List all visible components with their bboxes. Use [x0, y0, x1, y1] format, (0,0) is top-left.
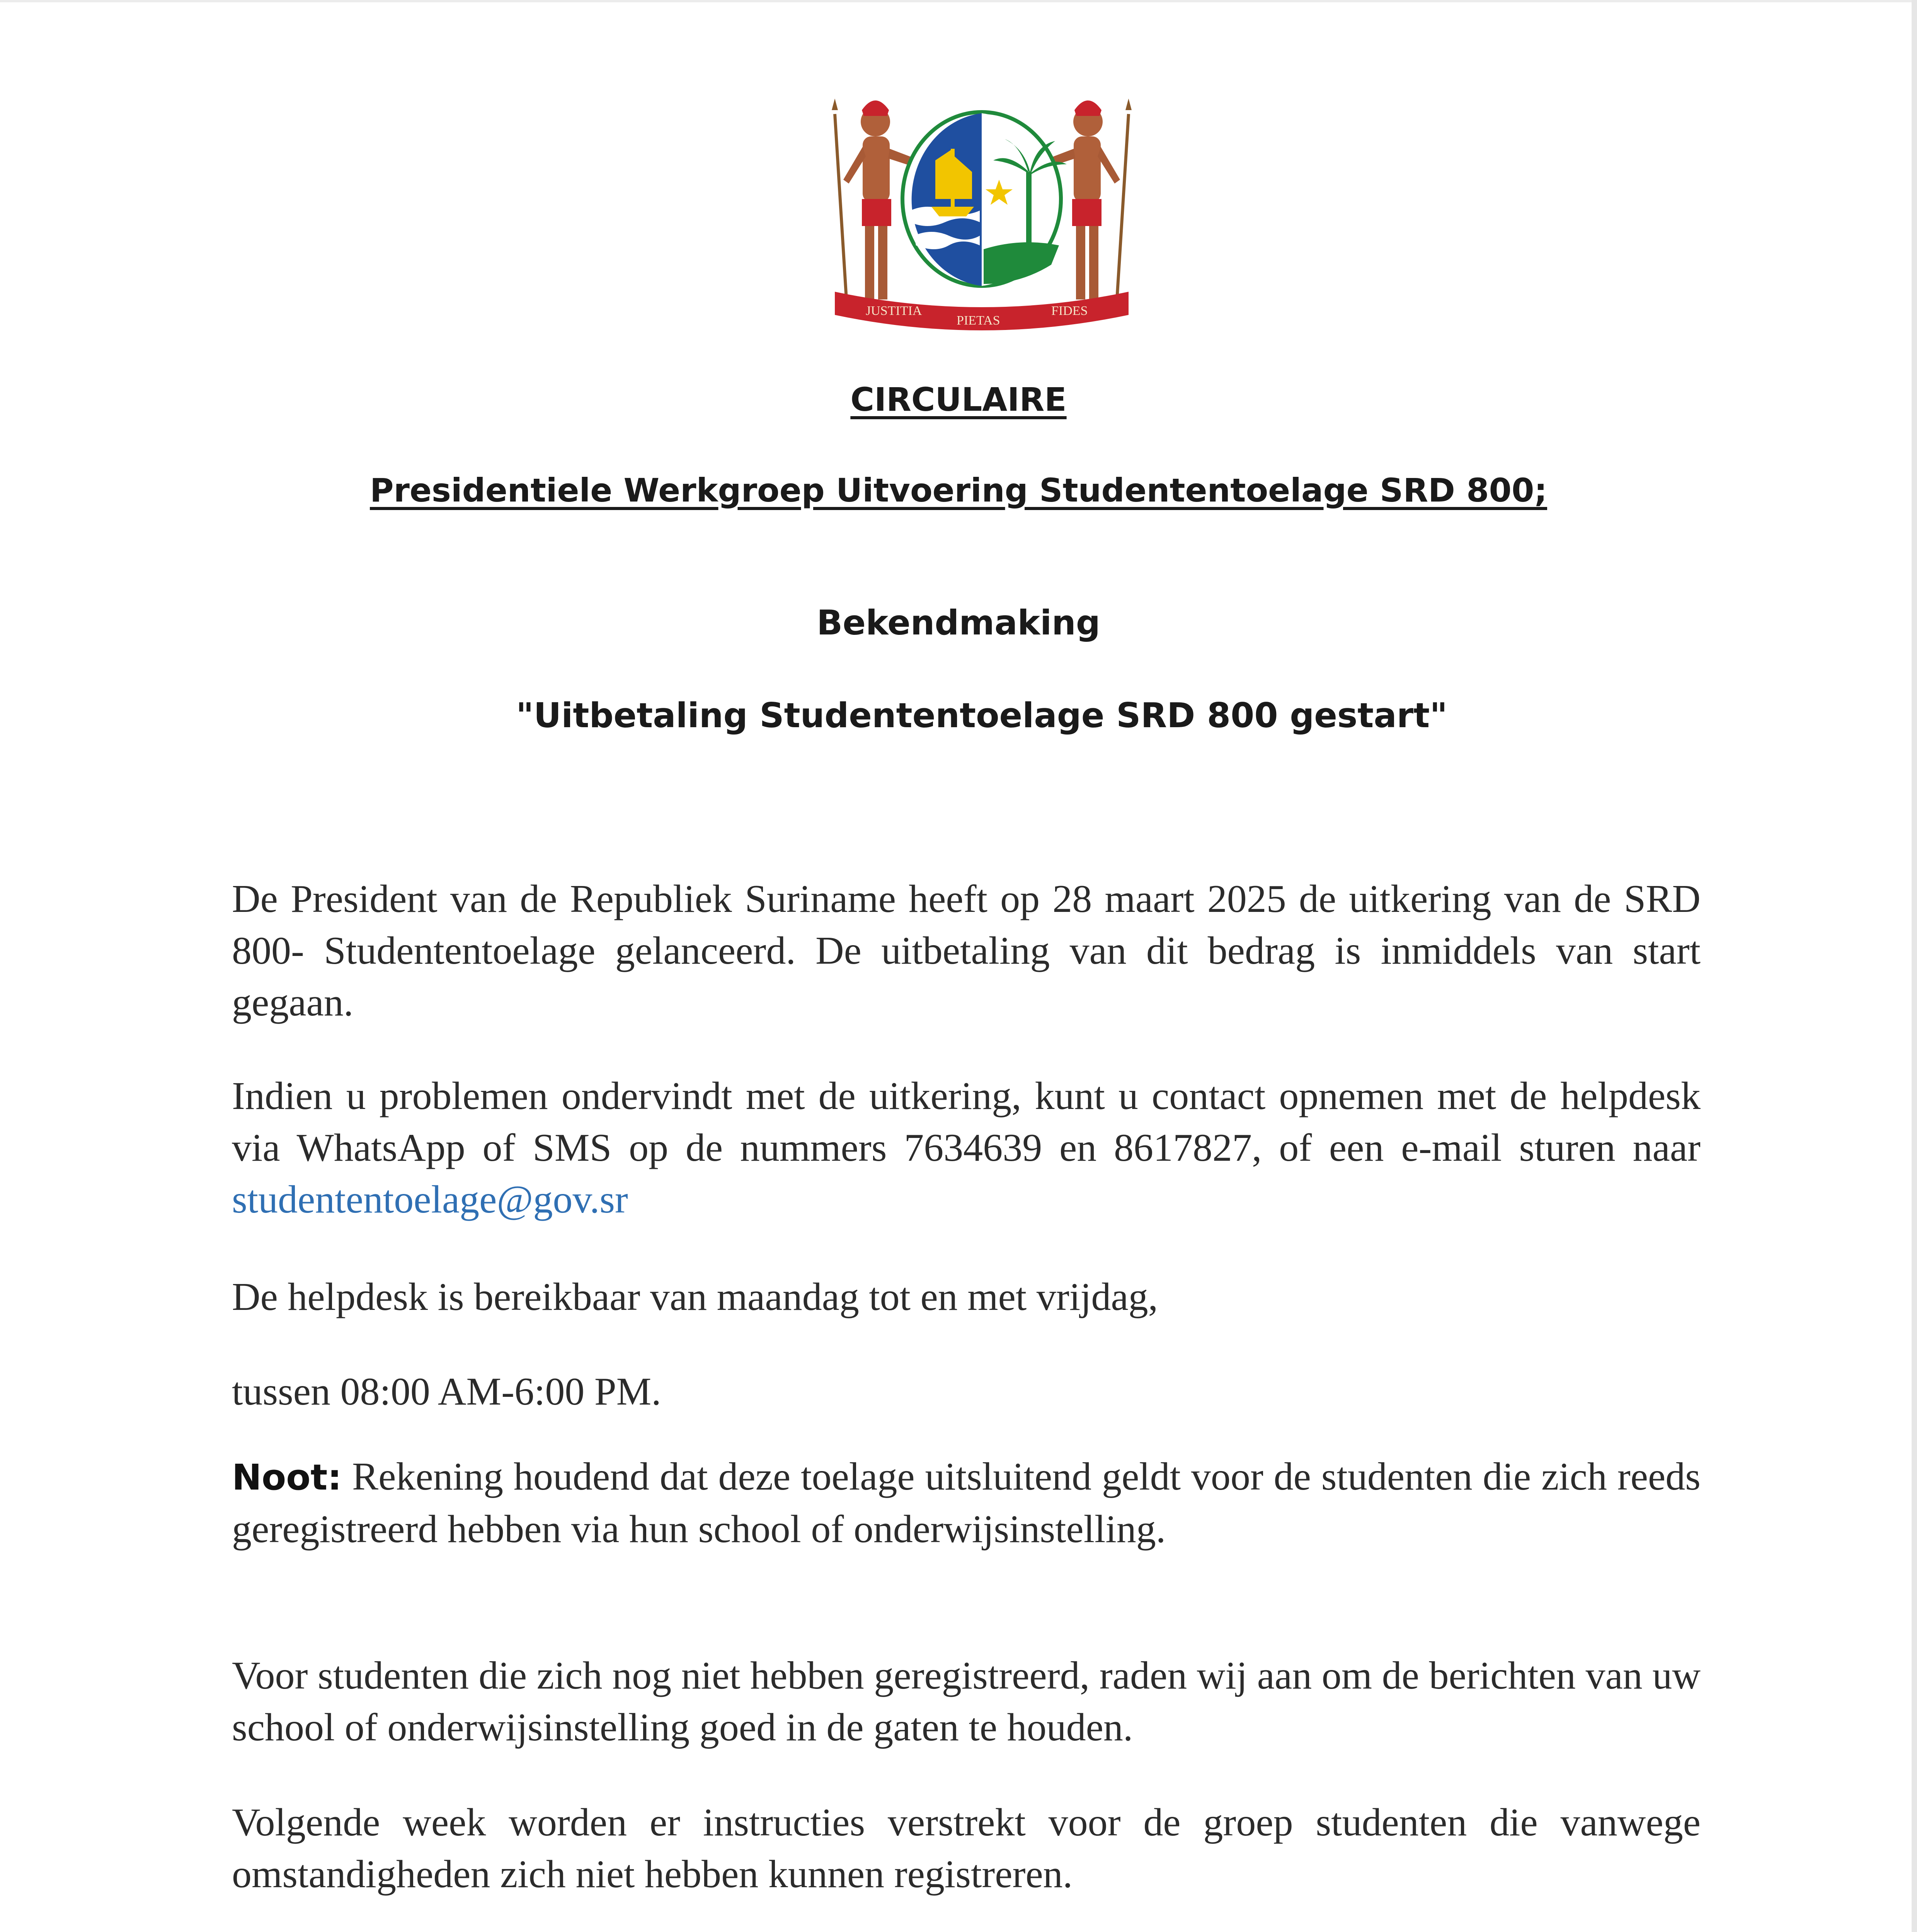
coat-of-arms-icon [819, 83, 1144, 330]
top-edge [0, 0, 1917, 2]
motto-word-1: JUSTITIA [866, 304, 922, 318]
right-edge-bar [1912, 0, 1917, 1932]
paragraph-note [232, 1451, 1701, 1555]
paragraph-launch: De President van de Republiek Suriname heeft op 28 maart 2025 de uitkering van de SRD 800- Studententoelage gelanceerd. De uitbetaling van dit bedrag is inmiddels van start gegaan. [232, 877, 1701, 1024]
paragraph-helpdesk-hours: tussen 08:00 AM-6:00 PM. [232, 1370, 661, 1413]
document-title: CIRCULAIRE [850, 381, 1067, 418]
motto-word-3: FIDES [1051, 304, 1088, 318]
paragraph-next-week: Volgende week worden er instructies verstrekt voor de groep studenten die vanwege omstandigheden zich niet hebben kunnen registreren. [232, 1801, 1701, 1896]
motto-word-2: PIETAS [957, 313, 1000, 328]
workgroup-title: Presidentiele Werkgroep Uitvoering Studententoelage SRD 800; [369, 471, 1548, 509]
paragraph-helpdesk-days: De helpdesk is bereikbaar van maandag tot en met vrijdag, [232, 1275, 1158, 1319]
subject-line: "Uitbetaling Studententoelage SRD 800 gestart" [516, 696, 1448, 735]
shield [902, 112, 1067, 286]
helpdesk-contact-text: Indien u problemen ondervindt met de uitkering, kunt u contact opnemen met de helpdesk via WhatsApp of SMS op de nummers 7634639 en 8617827, of een e-mail sturen naar [232, 1074, 1701, 1170]
email-link[interactable]: studententoelage@gov.sr [232, 1178, 628, 1221]
paragraph-unregistered: Voor studenten die zich nog niet hebben geregistreerd, raden wij aan om de berichten van uw school of onderwijsinstelling goed in de gaten te houden. [232, 1654, 1701, 1749]
paragraph-helpdesk-contact [232, 1070, 1701, 1226]
announcement-label: Bekendmaking [817, 603, 1100, 643]
note-text: Rekening houdend dat deze toelage uitsluitend geldt voor de studenten die zich reeds geregistreerd hebben via hun school of onderwijsinstelling. [232, 1455, 1701, 1551]
note-label: Noot: [232, 1457, 342, 1498]
